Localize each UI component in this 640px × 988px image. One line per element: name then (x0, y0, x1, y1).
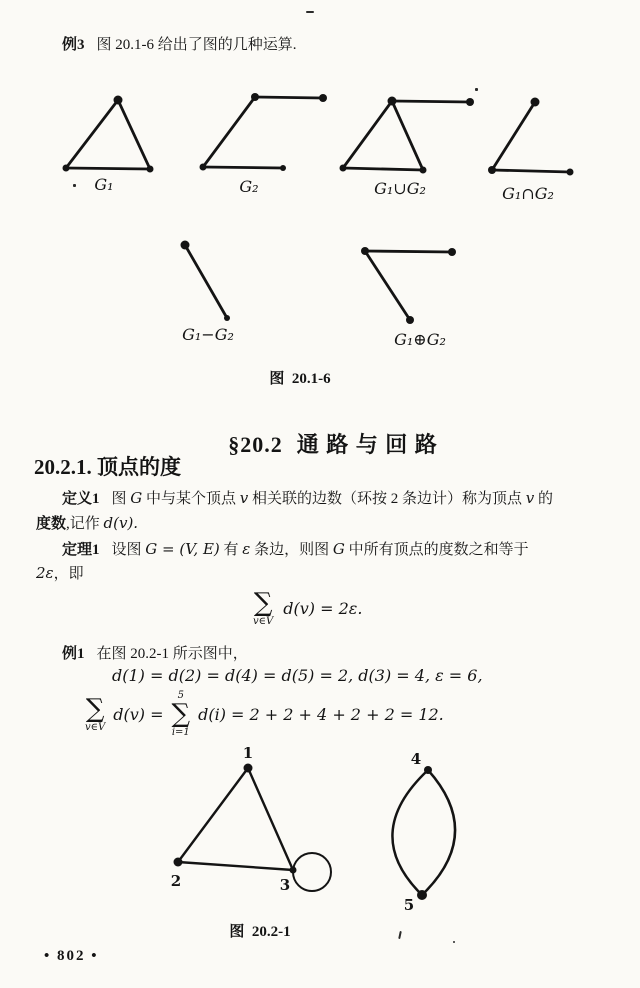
vertex-dot (388, 97, 397, 106)
vertex-dot (448, 248, 456, 256)
example1-label: 例1 (62, 646, 85, 662)
graph-figure2-right (378, 750, 482, 918)
summation (172, 690, 191, 738)
definition1-line1 (36, 489, 553, 509)
summation-subscript: i=1 (171, 727, 190, 738)
example1-intro: 在图 20.2-1 所示图中， (96, 646, 248, 662)
figure1-caption: 图 20.1-6 (269, 371, 331, 387)
math-var: ε (242, 540, 251, 558)
edge-line (365, 251, 410, 320)
graph-intersect-label: G₁∩G₂ (502, 184, 554, 203)
scan-artifact (306, 11, 314, 13)
vertex-dot (280, 165, 286, 171)
definition1-text: 相关联的边数（环按 2 条边计）称为顶点 (248, 491, 526, 507)
vertex-dot (406, 316, 414, 324)
edge-line (343, 168, 423, 170)
vertex-label-3: 3 (279, 876, 291, 894)
theorem1-text: 有 (219, 542, 243, 558)
edge-line (365, 251, 452, 252)
edge-line (203, 167, 283, 168)
graph-g1-label: G₁ (94, 175, 114, 194)
example1-line (36, 645, 248, 664)
section-title: 通 路 与 回 路 (296, 432, 438, 457)
vertex-dot (417, 890, 427, 900)
scan-artifact (453, 941, 455, 943)
vertex-dot (531, 98, 540, 107)
scan-artifact (475, 88, 478, 91)
sigma-symbol: ∑ (85, 693, 105, 724)
self-loop (293, 853, 331, 891)
vertex-label-5: 5 (403, 896, 415, 914)
graph-g2-label: G₂ (239, 177, 259, 196)
vertex-dot (290, 867, 297, 874)
eq2-tail: d(i) = 2 + 2 + 4 + 2 + 2 = 12. (198, 704, 444, 724)
edge-line (392, 101, 423, 170)
vertex-dot (361, 247, 369, 255)
example3-line (36, 36, 297, 55)
graph-minus-label: G₁−G₂ (182, 325, 234, 344)
scan-artifact (73, 184, 76, 187)
summation (85, 693, 106, 733)
degree-sum-formula (253, 590, 362, 627)
theorem1-text: 中所有顶点的度数之和等于 (344, 542, 529, 558)
edge-line (255, 97, 323, 98)
edge-line (248, 768, 293, 870)
summation-subscript: v∈V (85, 721, 106, 733)
vertex-dot (488, 166, 496, 174)
vertex-label-4: 4 (410, 750, 422, 768)
vertex-dot (174, 858, 183, 867)
vertex-dot (114, 96, 123, 105)
edge-line (66, 100, 118, 168)
summation-superscript: 5 (177, 690, 185, 701)
definition1-text: 图 (111, 491, 131, 507)
vertex-label-1: 1 (242, 744, 254, 762)
vertex-label-2: 2 (170, 872, 182, 890)
example1-eq1: d(1) = d(2) = d(4) = d(5) = 2, d(3) = 4, ε = 6, (112, 666, 483, 685)
definition1-text: 的 (534, 491, 554, 507)
vertex-dot (420, 167, 427, 174)
example1-eq2 (85, 690, 444, 738)
graph-xor (355, 241, 467, 329)
edge-curve (422, 770, 455, 895)
vertex-dot (181, 241, 190, 250)
summation-subscript: v∈V (253, 616, 274, 627)
vertex-dot (319, 94, 327, 102)
edge-line (178, 862, 293, 870)
graph-union-label: G₁∪G₂ (374, 179, 426, 198)
vertex-dot (224, 315, 230, 321)
vertex-dot (466, 98, 474, 106)
vertex-dot (251, 93, 259, 101)
subsection-heading: 20.2.1. 顶点的度 (34, 455, 181, 479)
definition1-text: ,记作 (66, 516, 104, 532)
figure2-caption: 图 20.2-1 (229, 924, 291, 940)
graph-union (335, 86, 483, 183)
definition1-keyword: 度数 (36, 516, 67, 532)
vertex-dot (63, 165, 70, 172)
scan-artifact (398, 931, 402, 939)
edge-line (203, 97, 255, 167)
vertex-dot (340, 165, 347, 172)
graph-minus (170, 236, 250, 328)
summation (253, 590, 273, 627)
vertex-dot (424, 766, 432, 774)
graph-intersect (480, 88, 582, 185)
math-expression: 2ε (36, 564, 54, 582)
math-var: G (130, 489, 143, 507)
graph-g2 (190, 84, 338, 181)
vertex-dot (200, 164, 207, 171)
example3-label: 例3 (62, 37, 85, 53)
math-expression: G = (V, E) (145, 540, 220, 558)
edge-line (178, 768, 248, 862)
graph-figure2-left (163, 746, 358, 911)
math-var: v (525, 489, 535, 507)
edge-line (66, 168, 150, 169)
edge-curve (392, 770, 428, 895)
sigma-symbol: ∑ (171, 699, 191, 729)
formula-expression: d(v) = 2ε. (283, 599, 363, 618)
page-number: • 802 • (44, 948, 99, 964)
edge-line (392, 101, 470, 102)
theorem1-line1 (36, 540, 529, 560)
edge-line (343, 101, 392, 168)
edge-line (118, 100, 150, 169)
definition1-line2 (36, 514, 138, 534)
edge-line (492, 102, 535, 170)
theorem1-line2 (36, 564, 84, 584)
math-var: v (239, 489, 249, 507)
definition1-label: 定义1 (62, 491, 100, 507)
theorem1-text: ，即 (53, 566, 84, 582)
theorem1-text: 条边，则图 (250, 542, 333, 558)
theorem1-text: 设图 (111, 542, 146, 558)
graph-g1 (50, 86, 170, 181)
sigma-symbol: ∑ (253, 588, 273, 618)
vertex-dot (567, 169, 574, 176)
graph-xor-label: G₁⊕G₂ (394, 330, 446, 349)
example3-text: 图 20.1-6 给出了图的几种运算. (96, 37, 297, 53)
edge-line (492, 170, 570, 172)
vertex-dot (244, 764, 253, 773)
eq2-middle: d(v) = (113, 704, 164, 724)
math-expression: d(v). (103, 514, 139, 532)
section-number: §20.2 (228, 432, 283, 457)
vertex-dot (147, 166, 154, 173)
definition1-text: 中与某个顶点 (142, 491, 240, 507)
theorem1-label: 定理1 (62, 542, 100, 558)
edge-line (185, 245, 227, 318)
math-var: G (332, 540, 345, 558)
